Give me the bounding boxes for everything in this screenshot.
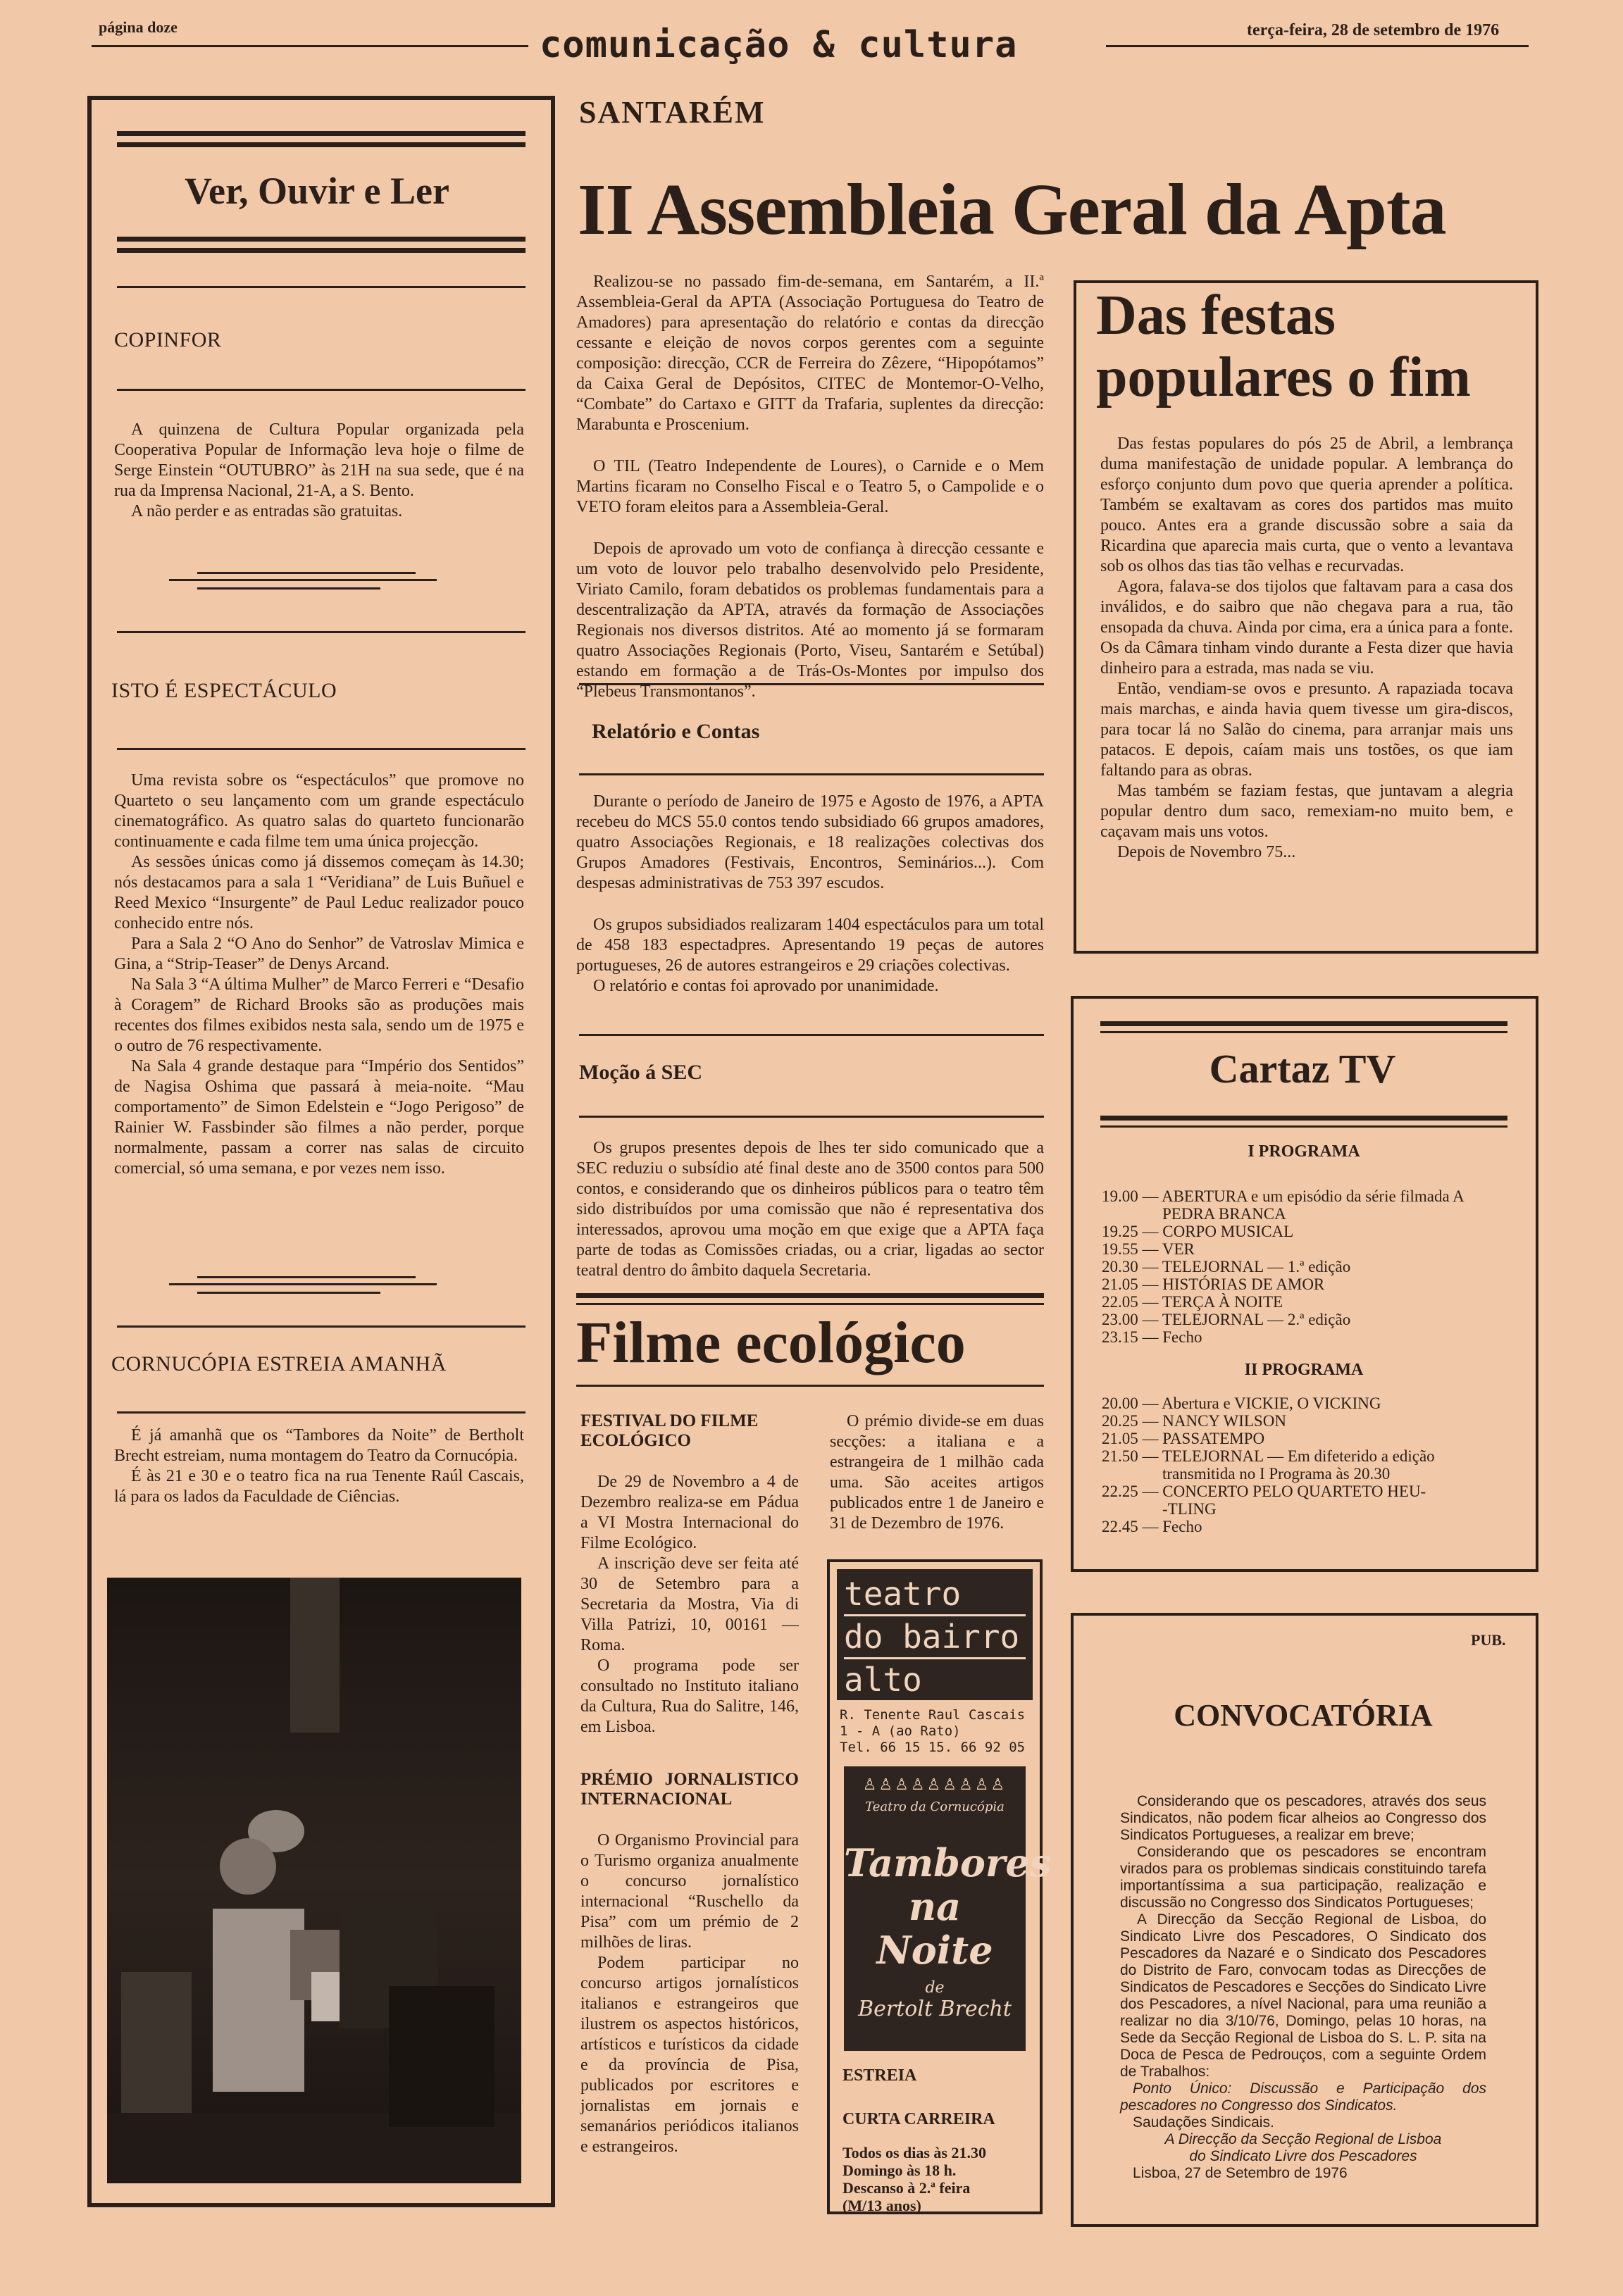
paragraph: Agora, falava-se dos tijolos que faltavam para a casa dos inválidos, e do saibro que não chegava para a rua, tão ensopada da chuva. Ainda por cima, era a única para a fonte. Os da Câmara tinham vindo durante a Festa dizer que havia dinheiro para a estrada, mas nada se viu. bbox=[1100, 578, 1513, 678]
festas-headline: Das festas populares o fim bbox=[1096, 285, 1471, 408]
rule bbox=[117, 389, 526, 391]
paragraph: A quinzena de Cultura Popular organizada pela Cooperativa Popular de Informação leva hoje o filme de Serge Einstein “OUTUBRO” às 21H na sua sede, que é na rua da Imprensa Nacional, 21-A, a S. Bento. bbox=[114, 420, 524, 500]
ad-schedule-line: Descanso à 2.ª feira bbox=[842, 2179, 971, 2197]
paragraph: É às 21 e 30 e o teatro fica na rua Tenente Raúl Cascais, lá para os lados da Faculdade de Ciências. bbox=[114, 1467, 524, 1506]
isto-e-espectaculo-heading: ISTO É ESPECTÁCULO bbox=[111, 679, 337, 702]
convocatoria-title: CONVOCATÓRIA bbox=[1174, 1698, 1433, 1733]
ad-curta: CURTA CARREIRA bbox=[842, 2110, 995, 2128]
rule bbox=[576, 1385, 1044, 1387]
paragraph: De 29 de Novembro a 4 de Dezembro realiza-se em Pádua a VI Mostra Internacional do Filme Ecológico. bbox=[580, 1473, 799, 1552]
rule bbox=[117, 248, 526, 253]
festas-article bbox=[1100, 434, 1513, 863]
filme-article-right bbox=[830, 1411, 1044, 1534]
paragraph: Podem participar no concurso artigos jornalísticos italianos e estrangeiros que ilustrem os aspectos históricos, artísticos e turísticos da cidade e da província de Pisa, publicados por escritores e jornalistas em jornais e semanários periódicos italianos e estrangeiros. bbox=[580, 1954, 799, 2156]
tv-title: Cartaz TV bbox=[1209, 1046, 1396, 1092]
rule bbox=[117, 131, 526, 136]
paragraph: A inscrição deve ser feita até 30 de Setembro para a Secretaria da Mostra, Via di Villa Patrizi, 10, 00161 — Roma. bbox=[580, 1554, 799, 1654]
convocatoria-text bbox=[1120, 1793, 1486, 2182]
paragraph: O TIL (Teatro Independente de Loures), o Carnide e o Mem Martins ficaram no Conselho Fiscal e o Teatro 5, o Campolide e o VETO foram eleitos para a Assembleia-Geral. bbox=[576, 457, 1044, 516]
rule bbox=[579, 683, 1044, 685]
theater-ad bbox=[827, 1559, 1052, 2214]
tv-schedule-line: 22.05 — TERÇA À NOITE bbox=[1102, 1293, 1283, 1311]
headline: II Assembleia Geral da Apta bbox=[578, 169, 1446, 250]
paragraph: Os grupos subsidiados realizaram 1404 espectáculos para um total de 458 183 espectadpres. Apresentando 19 peças de autores portugueses, 26 de autores estrangeiros e 29 criações colectivas. bbox=[576, 916, 1044, 975]
rule bbox=[579, 773, 1044, 775]
ad-logo-line: do bairro bbox=[844, 1616, 1026, 1659]
tv-schedule-line: 20.00 — Abertura e VICKIE, O VICKING bbox=[1102, 1395, 1381, 1412]
tv-schedule-line: 19.55 — VER bbox=[1102, 1240, 1195, 1258]
rule bbox=[117, 748, 526, 750]
tv-schedule-line: 21.50 — TELEJORNAL — Em difeterido a edição bbox=[1102, 1447, 1435, 1465]
ad-company: Teatro da Cornucópia bbox=[865, 1799, 1005, 1814]
rule bbox=[1100, 1125, 1507, 1128]
divider bbox=[197, 1276, 416, 1278]
tv-schedule-line: PEDRA BRANCA bbox=[1162, 1205, 1286, 1223]
rule bbox=[1100, 1031, 1507, 1033]
paragraph: Mas também se faziam festas, que juntavam a alegria popular dentro dum saco, remexiam-no muito bem, e caçavam mais uns votos. bbox=[1100, 782, 1513, 841]
tv-program-1: I PROGRAMA bbox=[1248, 1142, 1360, 1161]
paragraph: Durante o período de Janeiro de 1975 e Agosto de 1976, a APTA recebeu do MCS 55.0 contos tendo subsidiado 66 grupos amadores, quatro Associações Regionais, e 18 realizações colectivas dos Grupos Amadores (Festivais, Encontros, Seminários...). Com despesas administrativas de 753 397 escudos. bbox=[576, 792, 1044, 892]
kicker: SANTARÉM bbox=[579, 95, 766, 130]
paragraph: A Direcção da Secção Regional de Lisboa, do Sindicato Livre dos Pescadores, O Sindicato dos Pescadores da Nazaré e o Sindicato dos Pescadores do Distrito de Faro, convocam todas as Direcções de Sindicatos de Pescadores e Secções do Sindicato Livre dos Pescadores, a nível Nacional, para uma reunião a realizar no dia 3/10/76, Domingo, pelas 10 horas, na Sede da Secção Regional de Lisboa do S. L. P. sita na Doca de Pesca de Pedrouços, com a seguinte Ordem de Trabalhos: bbox=[1120, 1911, 1486, 2080]
ad-logo-line: alto bbox=[844, 1661, 922, 1699]
tv-schedule-line: -TLING bbox=[1162, 1500, 1217, 1518]
rule bbox=[117, 631, 526, 633]
rule bbox=[117, 1325, 526, 1328]
paragraph: Uma revista sobre os “espectáculos” que promove no Quarteto o seu lançamento com um grande espectáculo cinematográfico. As quatro salas do quarteto funcionarão continuamente e cada filme tem uma única projecção. bbox=[114, 771, 524, 851]
festival-heading: FESTIVAL DO FILME ECOLÓGICO bbox=[580, 1411, 759, 1450]
ad-phone: Tel. 66 15 15. 66 92 05 bbox=[840, 1740, 1026, 1755]
paragraph: O relatório e contas foi aprovado por unanimidade. bbox=[593, 977, 939, 995]
section-title: comunicação & cultura bbox=[540, 24, 1018, 66]
tv-program-2-list bbox=[1102, 1395, 1517, 1535]
relatorio-article bbox=[576, 792, 1044, 997]
tv-schedule-line: 19.00 — ABERTURA e um episódio da série filmada A bbox=[1102, 1187, 1465, 1205]
rule bbox=[117, 237, 526, 242]
ad-play-title: Tambores bbox=[844, 1840, 1052, 1885]
paragraph: Considerando que os pescadores, através dos seus Sindicatos, não podem ficar alheios ao Congresso dos Sindicatos Portugueses, a realizar em breve; bbox=[1120, 1793, 1486, 1843]
copinfor-heading: COPINFOR bbox=[114, 328, 222, 351]
ad-estreia: ESTREIA bbox=[842, 2066, 917, 2085]
tv-program-1-list bbox=[1102, 1187, 1517, 1346]
paragraph: As sessões únicas como já dissemos começam às 14.30; nós destacamos para a sala 1 “Veridiana” de Luis Buñuel e Reed Mexico “Insurgente” de Paul Leduc realizador pouco conhecido entre nós. bbox=[114, 853, 524, 932]
premio-heading: PRÉMIO JORNALISTICO INTERNACIONAL bbox=[580, 1770, 799, 1809]
header-rule-left bbox=[92, 45, 528, 47]
tv-schedule-line: 21.05 — PASSATEMPO bbox=[1102, 1430, 1265, 1447]
isto-e-espectaculo-article bbox=[114, 770, 524, 1179]
filme-headline: Filme ecológico bbox=[576, 1310, 966, 1375]
paragraph: O Organismo Provincial para o Turismo organiza anualmente o concurso jornalístico internacional “Ruschello da Pisa” com um prémio de 2 milhões de liras. bbox=[580, 1831, 799, 1952]
pub-label: PUB. bbox=[1471, 1631, 1506, 1649]
paragraph: Os grupos presentes depois de lhes ter sido comunicado que a SEC reduziu o subsídio até final deste ano de 3500 contos para 500 contos, e considerando que os dinheiros públicos para o teatro têm sido distribuídos por uma comissão que não é representativa dos interessados, aprovou uma moção em que exige que a APTA faça parte de todas as Comissões criadas, ou a criar, ligadas ao sector teatral dentro do âmbito daquela Secretaria. bbox=[576, 1139, 1044, 1280]
divider bbox=[169, 1283, 437, 1285]
page-number: página doze bbox=[99, 18, 178, 36]
tv-program-2: II PROGRAMA bbox=[1244, 1361, 1364, 1379]
theater-photo bbox=[107, 1578, 521, 2183]
ad-play-title: na Noite bbox=[876, 1884, 993, 1973]
signature: do Sindicato Livre dos Pescadores bbox=[1189, 2148, 1417, 2164]
paragraph: O programa pode ser consultado no Instituto italiano da Cultura, Rua do Salitre, 146, em Lisboa. bbox=[580, 1657, 799, 1736]
ad-schedule bbox=[842, 2144, 986, 2214]
paragraph: Saudações Sindicais. bbox=[1133, 2114, 1274, 2130]
column-title: Ver, Ouvir e Ler bbox=[185, 170, 449, 212]
tv-schedule-line: 19.25 — CORPO MUSICAL bbox=[1102, 1223, 1294, 1240]
signature: A Direcção da Secção Regional de Lisboa bbox=[1164, 2131, 1442, 2147]
ad-de: de bbox=[925, 1979, 945, 1997]
tv-schedule-line: 23.00 — TELEJORNAL — 2.ª edição bbox=[1102, 1311, 1351, 1328]
filme-article-left bbox=[580, 1411, 799, 2157]
header-rule-right bbox=[1106, 45, 1529, 47]
paragraph: Depois de aprovado um voto de confiança à direcção cessante e um voto de louvor pelo trabalho desenvolvido pelo Presidente, Viriato Camilo, foram debatidos os problemas fundamentais para a descentralização da APTA, através da formação de Associações Regionais nos diversos distritos. Até ao momento já se formaram quatro Associações Regionais (Porto, Viseu, Santarém e Setúbal) estando em formação a de Trás-Os-Montes por impulso dos “Plebeus Transmontanos”. bbox=[576, 539, 1044, 701]
tv-schedule-line: 23.15 — Fecho bbox=[1102, 1328, 1202, 1346]
rule bbox=[117, 286, 526, 288]
rule bbox=[576, 1303, 1044, 1305]
tv-schedule-line: 20.25 — NANCY WILSON bbox=[1102, 1412, 1286, 1430]
ad-schedule-line: (M/13 anos) bbox=[842, 2197, 921, 2214]
ad-logo bbox=[837, 1569, 1033, 1700]
mocao-heading: Moção á SEC bbox=[579, 1061, 702, 1084]
ad-address-line: 1 - A (ao Rato) bbox=[840, 1723, 961, 1739]
rule bbox=[117, 142, 526, 147]
ad-schedule-line: Domingo às 18 h. bbox=[842, 2161, 957, 2179]
divider bbox=[197, 1292, 380, 1294]
copinfor-article bbox=[114, 420, 524, 522]
tv-schedule-line: 21.05 — HISTÓRIAS DE AMOR bbox=[1102, 1275, 1325, 1293]
paragraph: É já amanhã que os “Tambores da Noite” de Bertholt Brecht estreiam, numa montagem do Teatro da Cornucópia. bbox=[114, 1426, 524, 1465]
rule bbox=[576, 1293, 1044, 1298]
paragraph: Realizou-se no passado fim-de-semana, em Santarém, a II.ª Assembleia-Geral da APTA (Associação Portuguesa do Teatro de Amadores) para apresentação do relatório e contas da direcção cessante e eleição de novos corpos gerentes com a seguinte composição: direcção, CCR de Ferreira do Zêzere, “Hipopótamos” da Caixa Geral de Depósitos, CITEC de Montemor-O-Velho, “Combate” do Cartaxo e GITT da Trafaria, suplentes da direcção: Marabunta e Proscenium. bbox=[576, 273, 1044, 434]
ad-logo-line: teatro bbox=[844, 1573, 1026, 1616]
ad-schedule-line: Todos os dias às 21.30 bbox=[842, 2144, 986, 2161]
ad-author: Bertolt Brecht bbox=[858, 1997, 1012, 2021]
paragraph: O prémio divide-se em duas secções: a italiana e a estrangeira de 1 milhão cada uma. São aceites artigos publicados entre 1 de Janeiro e 31 de Dezembro de 1976. bbox=[830, 1412, 1044, 1533]
rule bbox=[579, 1116, 1044, 1118]
date: Lisboa, 27 de Setembro de 1976 bbox=[1133, 2165, 1348, 2181]
paragraph: Na Sala 3 “A última Mulher” de Marco Ferreri e “Desafio à Coragem” de Richard Brooks são as produções mais recentes dos filmes exibidos nesta sala, sendo um de 1975 e o outro de 76 respectivamente. bbox=[114, 975, 524, 1055]
ad-address bbox=[840, 1707, 1037, 1756]
issue-date: terça-feira, 28 de setembro de 1976 bbox=[1247, 21, 1500, 39]
tv-schedule-line: 22.25 — CONCERTO PELO QUARTETO HEU- bbox=[1102, 1483, 1426, 1500]
cornucopia-heading: CORNUCÓPIA ESTREIA AMANHÃ bbox=[111, 1352, 447, 1375]
mocao-article bbox=[576, 1138, 1044, 1281]
divider bbox=[169, 579, 437, 581]
rule bbox=[1100, 1021, 1507, 1026]
apta-article bbox=[576, 272, 1044, 702]
ad-poster bbox=[844, 1766, 1052, 2051]
divider bbox=[197, 587, 380, 589]
relatorio-heading: Relatório e Contas bbox=[592, 720, 760, 743]
paragraph: Depois de Novembro 75... bbox=[1117, 843, 1296, 861]
tv-schedule-line: 20.30 — TELEJORNAL — 1.ª edição bbox=[1102, 1258, 1351, 1275]
paragraph: Para a Sala 2 “O Ano do Senhor” de Vatroslav Mimica e Gina, a “Strip-Teaser” de Denys Arcand. bbox=[114, 935, 524, 973]
cornucopia-article bbox=[114, 1425, 524, 1507]
tv-schedule-line: transmitida no I Programa às 20.30 bbox=[1162, 1465, 1391, 1483]
tv-schedule-line: 22.45 — Fecho bbox=[1102, 1518, 1202, 1535]
paragraph: Ponto Único: Discussão e Participação dos pescadores no Congresso dos Sindicatos. bbox=[1120, 2080, 1486, 2114]
figures-icon: ♙♙♙♙♙♙♙♙♙ bbox=[862, 1776, 1007, 1794]
ad-address-line: R. Tenente Raul Cascais bbox=[840, 1707, 1026, 1723]
rule bbox=[579, 1034, 1044, 1036]
paragraph: Na Sala 4 grande destaque para “Império dos Sentidos” de Nagisa Oshima que passará à meia-noite. “Mau comportamento” de Simon Edelstein e “Jogo Perigoso” de Rainier W. Fassbinder são filmes a não perder, porque normalmente, passam a correr nas salas de circuito comercial, só uma semana, e por vezes nem isso. bbox=[114, 1057, 524, 1178]
paragraph: Considerando que os pescadores se encontram virados para os problemas sindicais constituindo tarefa importantíssima a sua participação, realização e discussão no Congresso dos Sindicatos Portugueses; bbox=[1120, 1844, 1486, 1911]
photo-image bbox=[107, 1578, 521, 2183]
rule bbox=[1100, 1116, 1507, 1121]
paragraph: Das festas populares do pós 25 de Abril, a lembrança duma manifestação de unidade popular. A lembrança do esforço conjunto dum povo que queria aprender a política. Também se exaltavam as cores dos partidos mas muito pouco. Antes era a grande discussão sobre a saia da Ricardina que aparecia mais curta, que o vento a levantava sob os olhos das tias tão velhas e recurvadas. bbox=[1100, 435, 1513, 575]
rule bbox=[117, 1411, 526, 1414]
paragraph: Então, vendiam-se ovos e presunto. A rapaziada tocava mais marchas, e ainda havia quem tivesse um gira-discos, para tocar lá no Salão do cinema, para arranjar mais uns patacos. E depois, caíam mais uns tostões, os que iam faltando para as obras. bbox=[1100, 680, 1513, 780]
divider bbox=[197, 572, 416, 574]
paragraph: A não perder e as entradas são gratuitas. bbox=[131, 502, 403, 520]
